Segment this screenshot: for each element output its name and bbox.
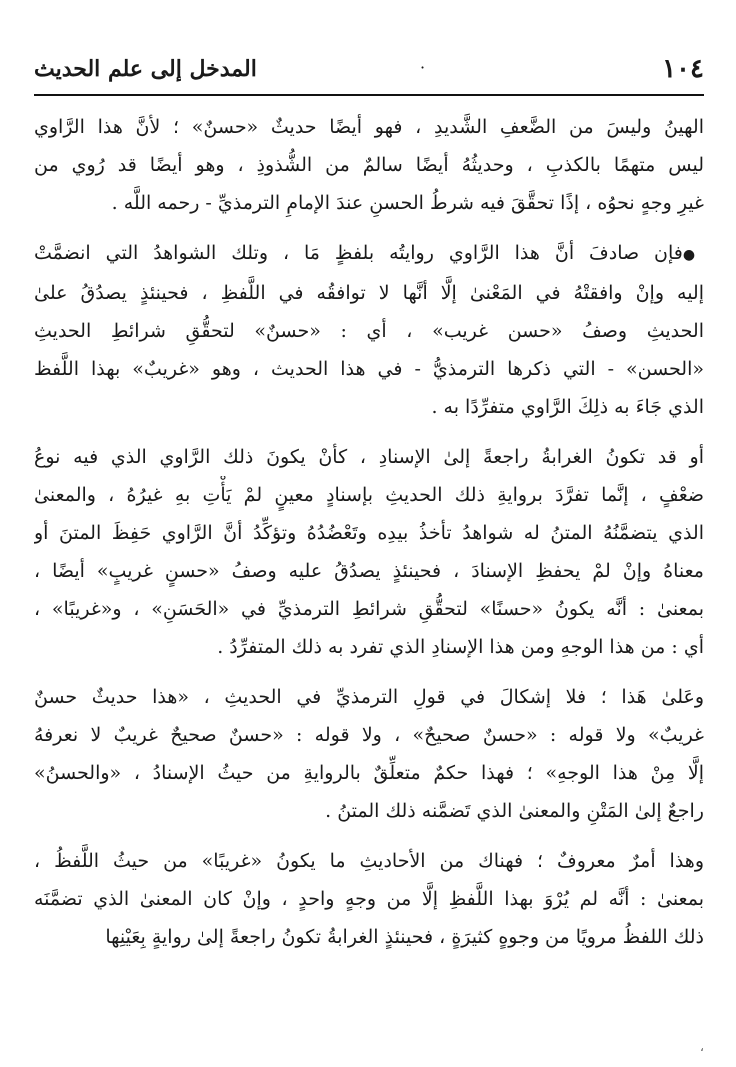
text-line: «الحسن» - التي ذكرها الترمذيُّ - في هذا الحديث ، وهو «غريبٌ» بهذا اللَّفظ: [34, 358, 704, 380]
text-line: إلَّا مِنْ هذا الوجهِ» ؛ فهذا حكمٌ متعلِّقٌ بالروايةِ من حيثُ الإسنادُ ، «والحسنُ»: [34, 762, 704, 784]
text-line: الحديثِ وصفُ «حسن غريب» ، أي : «حسنٌ» لتحقُّقِ شرائطِ الحديثِ: [34, 320, 704, 342]
text-line: الذي جَاءَ به ذلِكَ الرَّاوي متفرِّدًا به .: [431, 396, 704, 418]
text-line: ذلك اللفظُ مرويًا من وجوهٍ كثيرَةٍ ، فحينئذٍ الغرابةُ تكونُ راجعةً إلىٰ روايةٍ بِعَيْنِها: [105, 926, 704, 948]
page-header: [34, 52, 704, 86]
paragraph: [34, 108, 704, 222]
text-line: الهينُ وليسَ من الضَّعفِ الشَّديدِ ، فهو أيضًا حديثٌ «حسنٌ» ؛ لأنَّ هذا الرَّاوي: [34, 116, 704, 138]
text-line: معناهُ وإنْ لمْ يحفظِ الإسنادَ ، فحينئذٍ يصدُقُ عليه وصفُ «حسنٍ غريبٍ» أيضًا ،: [34, 560, 704, 582]
main-text: [34, 108, 704, 968]
text-line: بمعنىٰ : أنَّه يكونُ «حسنًا» لتحقُّقِ شرائطِ الترمذيِّ في «الحَسَنِ» ، و«غريبًا» ،: [34, 598, 704, 620]
text-line: غريبٌ» ولا قوله : «حسنٌ صحيحٌ» ، ولا قوله : «حسنٌ صحيحٌ غريبٌ لا نعرفهُ: [34, 724, 704, 746]
text-line: ليس متهمًا بالكذبِ ، وحديثُهُ أيضًا سالمٌ من الشُّذوذِ ، وهو أيضًا قد رُوي من: [34, 154, 704, 176]
text-line: أو قد تكونُ الغرابةُ راجعةً إلىٰ الإسنادِ ، كأنْ يكونَ ذلك الرَّاوي الذي فيه نوعُ: [34, 446, 704, 468]
text-line: غيرِ وجهٍ نحوُه ، إذًا تحقَّقَ فيه شرطُ الحسنِ عندَ الإمامِ الترمذيِّ - رحمه اللَّه .: [111, 192, 704, 214]
corner-mark: ،: [700, 1040, 704, 1054]
text-line-content: فإن صادفَ أنَّ هذا الرَّاوي روايتُه بلفظٍ مَا ، وتلك الشواهدُ التي انضمَّتْ: [34, 242, 683, 264]
text-line: وهذا أمرٌ معروفٌ ؛ فهناك من الأحاديثِ ما يكونُ «غريبًا» من حيثُ اللَّفظُ ،: [34, 850, 704, 872]
paragraph: [34, 438, 704, 666]
text-line: بمعنىٰ : أنَّه لم يُرْوَ بهذا اللَّفظِ إلَّا من وجهٍ واحدٍ ، وإنْ كان المعنىٰ الذي تضمَّنَه: [34, 888, 704, 910]
paragraph: [34, 234, 704, 426]
header-center-mark: ·: [420, 58, 426, 77]
paragraph: [34, 678, 704, 830]
text-line: وعَلىٰ هَذا ؛ فلا إشكالَ في قولِ الترمذيِّ في الحديثِ ، «هذا حديثٌ حسنٌ: [34, 686, 704, 708]
paragraph: [34, 842, 704, 956]
running-title: المدخل إلى علم الحديث: [34, 56, 257, 82]
text-line: الذي يتضمَّنُهُ المتنُ له شواهدُ تأخذُ بيدِه وتَعْضُدُهُ وتؤكِّدُ أنَّ الرَّاوي حَفِظَ المتنَ أو: [34, 522, 704, 544]
page-number: ١٠٤: [662, 54, 704, 84]
bullet-icon: ●: [682, 247, 704, 263]
header-rule: [34, 94, 704, 96]
text-line: [34, 234, 704, 274]
text-line: إليه وإنْ وافقتْهُ في المَعْنىٰ إلَّا أنَّها لا توافقُه في اللَّفظِ ، فحينئذٍ يصدُقُ علىٰ: [34, 282, 704, 304]
text-line: ضعْفٍ ، إنَّما تفرَّدَ بروايةِ ذلك الحديثِ بإسنادٍ معينٍ لمْ يَأْتِ بهِ غيرُهُ ، والمعنىٰ: [34, 484, 704, 506]
text-line: أي : من هذا الوجهِ ومن هذا الإسنادِ الذي تفرد به ذلك المتفرِّدُ .: [217, 636, 704, 658]
text-line: راجعٌ إلىٰ المَتْنِ والمعنىٰ الذي تَضمَّنه ذلك المتنُ .: [325, 800, 704, 822]
